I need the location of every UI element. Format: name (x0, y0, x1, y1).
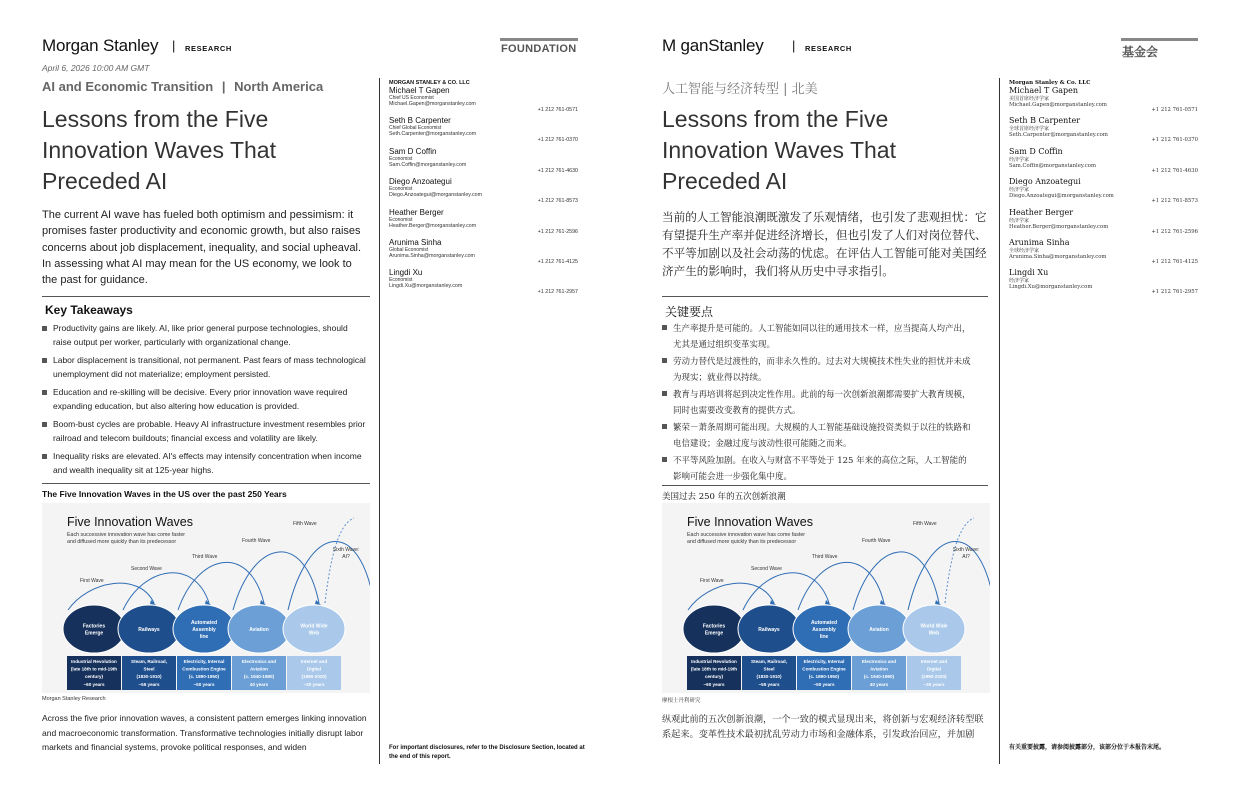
author-entry (1009, 147, 1198, 177)
figure-title: Five Innovation Waves (687, 515, 813, 529)
wave-arc (798, 562, 884, 610)
author-phone[interactable]: +1 212 761-2596 (537, 228, 578, 235)
sixth-wave-label: AI? (962, 554, 970, 560)
author-email[interactable]: Diego.Anzoategui@morganstanley.com (389, 192, 483, 199)
wave-circle-label: Assembly (192, 627, 216, 633)
divider (42, 296, 370, 297)
morgan-stanley-logo: M ganStanley (662, 36, 764, 55)
innovation-waves-figure (662, 503, 990, 693)
author-name: Lingdi Xu (1009, 268, 1049, 278)
wave-circle-label: Automated (190, 620, 218, 626)
author-email[interactable]: Michael.Gapen@morganstanley.com (1009, 102, 1107, 108)
source-note: Morgan Stanley Research (42, 696, 106, 702)
logo-separator: | (792, 38, 796, 53)
body-paragraph: 纵观此前的五次创新浪潮，一个一致的模式显现出来，将创新与宏观经济转型联系起来。变革性技术最初扰乱劳动力市场和金融体系，引发政治回应，并加剧 (662, 714, 984, 740)
wave-circle-label: Aviation (249, 627, 269, 633)
wave-label: Fifth Wave (293, 521, 317, 527)
wave-era-text: (c. 1940-1980) (243, 674, 275, 680)
wave-era-text: Combustion Engine (182, 666, 226, 672)
firm-name: MORGAN STANLEY & CO. LLC (389, 80, 470, 86)
author-email[interactable]: Seth.Carpenter@morganstanley.com (1009, 132, 1108, 139)
author-role: Chief Global Economist (389, 125, 442, 132)
sixth-wave-label: AI? (342, 554, 350, 560)
section-title: 人工智能与经济转型 | 北美 (662, 82, 818, 97)
wave-label: Fourth Wave (862, 538, 891, 544)
wave-era-text: Electricity, Internal (183, 659, 225, 664)
author-email[interactable]: Michael.Gapen@morganstanley.com (389, 101, 476, 107)
wave-era-text: Digital (926, 666, 942, 672)
wave-era-text: (1990-2020) (301, 674, 327, 680)
firm-name: Morgan Stanley & Co. LLC (1009, 80, 1091, 86)
author-list (1009, 80, 1198, 299)
wave-era-text: ~50 years (193, 681, 215, 687)
wave-era-text: ~55 years (758, 681, 780, 687)
wave-era-text: Electronics and (861, 659, 897, 664)
key-takeaways-heading: 关键要点 (665, 305, 714, 319)
key-takeaways-list (662, 321, 972, 486)
arrow-head-icon (315, 600, 321, 605)
author-role: 美国首席经济学家 (1009, 96, 1050, 102)
author-entry (389, 116, 578, 146)
author-email[interactable]: Heather.Berger@morganstanley.com (389, 222, 477, 229)
region-name: North America (234, 79, 324, 94)
author-name: Sam D Coffin (389, 146, 437, 156)
takeaway-item: 繁荣－萧条周期可能出现。大规模的人工智能基础设施投资类似于以往的铁路和电信建设；金融过度与波动性很可能随之而来。 (662, 420, 972, 452)
wave-era-text: Industrial Revolution (691, 659, 737, 664)
author-role: 经济学家 (1009, 187, 1030, 194)
wave-era-text: ~60 years (703, 681, 725, 687)
author-phone[interactable]: +1 212 761-4630 (1151, 167, 1198, 174)
author-name: Seth B Carpenter (389, 116, 451, 126)
author-name: Michael T Gapen (389, 86, 450, 95)
divider (42, 483, 370, 484)
section-title (42, 79, 323, 94)
author-email[interactable]: Sam.Coffin@morganstanley.com (1009, 162, 1096, 169)
author-role: 经济学家 (1009, 156, 1030, 163)
column-divider (379, 78, 380, 764)
author-list (389, 80, 578, 299)
takeaway-item: 生产率提升是可能的。人工智能如同以往的通用技术一样，应当提高人均产出，尤其是通过组织变革实现。 (662, 321, 972, 353)
author-phone[interactable]: +1 212 761-0571 (537, 107, 578, 113)
author-entry (1009, 208, 1198, 238)
title-line: Lessons from the Five (42, 106, 269, 132)
author-entry (389, 177, 578, 207)
author-role: Economist (389, 155, 413, 162)
figure-subtitle: Each successive innovation wave has come faster (687, 532, 806, 538)
author-phone[interactable]: +1 212 761-4125 (1151, 258, 1198, 265)
wave-era-text: (late 18th to mid-19th (690, 666, 738, 672)
author-phone[interactable]: +1 212 761-0370 (537, 137, 578, 144)
author-email[interactable]: Diego.Anzoategui@morganstanley.com (1009, 193, 1114, 200)
author-email[interactable]: Lingdi.Xu@morganstanley.com (389, 283, 463, 290)
wave-era-text: 40 years (869, 681, 889, 687)
wave-era-text: (1830-1910) (756, 674, 782, 680)
author-phone[interactable]: +1 212 761-4630 (537, 167, 578, 174)
author-name: Arunima Sinha (1009, 237, 1070, 247)
morgan-stanley-logo: Morgan Stanley (42, 36, 159, 55)
takeaway-item: Boom-bust cycles are probable. Heavy AI infrastructure investment resembles prior railroad and telecom buildouts; financial excess and volatility are likely. (42, 418, 367, 445)
author-role: Chief US Economist (389, 95, 434, 101)
wave-circle-label: World Wide (920, 623, 948, 630)
body-paragraph: Across the five prior innovation waves, a consistent pattern emerges linking innovation and macroeconomic transformation. Transformative technologies initially disrupt labor markets and financial systems, provoke political responses, and widen (42, 713, 367, 752)
wave-arc (853, 552, 939, 610)
foundation-bar (1121, 38, 1198, 41)
key-takeaways-list (42, 322, 367, 482)
key-takeaways-heading: Key Takeaways (45, 303, 133, 317)
author-entry (1009, 177, 1198, 207)
research-label: RESEARCH (805, 44, 852, 53)
author-phone[interactable]: +1 212 761-2957 (1151, 289, 1198, 296)
author-email[interactable]: Seth.Carpenter@morganstanley.com (389, 131, 477, 138)
takeaway-item: 教育与再培训将起到决定性作用。此前的每一次创新浪潮都需要扩大教育规模，同时也需要改变教育的提供方式。 (662, 387, 972, 419)
wave-era-text: (c. 1940-1980) (863, 674, 895, 680)
title-line: Preceded AI (42, 168, 168, 194)
author-role: Global Economist (389, 246, 429, 253)
title-line: Innovation Waves That (42, 137, 276, 163)
author-name: Heather Berger (389, 207, 444, 217)
author-name: Diego Anzoategui (389, 177, 452, 187)
wave-label: Second Wave (131, 566, 162, 572)
wave-era-text: 40 years (249, 681, 269, 687)
author-role: Economist (389, 216, 413, 223)
wave-circle-label: line (199, 634, 209, 640)
lead-paragraph: 当前的人工智能浪潮既激发了乐观情绪，也引发了悲观担忧：它有望提升生产率并促进经济增长，但也引发了人们对岗位替代、不平等加剧以及社会动荡的忧虑。在评估人工智能可能对美国经济产生的影响时，我们将从历史中寻求指引。 (662, 210, 987, 278)
wave-era-text: century) (704, 674, 724, 680)
wave-era-text: Steam, Railroad, (131, 659, 167, 664)
author-entry (1009, 116, 1198, 146)
wave-label: Second Wave (751, 566, 782, 572)
wave-label: Fifth Wave (913, 521, 937, 527)
source-note: 摩根士丹利研究 (662, 698, 701, 704)
author-email[interactable]: Sam.Coffin@morganstanley.com (389, 161, 467, 168)
author-phone[interactable]: +1 212 761-8573 (537, 198, 578, 205)
wave-circle-label: Factories (82, 623, 106, 630)
author-phone[interactable]: +1 212 761-0370 (1151, 137, 1198, 144)
wave-arc (233, 552, 319, 610)
author-role: 全球经济学家 (1009, 247, 1040, 254)
author-entry (389, 86, 578, 116)
author-role: 经济学家 (1009, 217, 1030, 224)
logo-separator: | (172, 38, 176, 53)
takeaway-item: Education and re-skilling will be decisive. Every prior innovation wave required expanding education, but also altering how education is provided. (42, 386, 367, 413)
wave-era-text: Steam, Railroad, (751, 659, 787, 664)
wave-era-text: Internet and (920, 659, 948, 664)
wave-era-text: ~60 years (83, 681, 105, 687)
column-divider (999, 78, 1000, 764)
wave-circle-label: Web (928, 630, 940, 637)
wave-era-text: (1830-1910) (136, 674, 162, 680)
wave-era-text: Steel (763, 666, 775, 672)
foundation-label: 基金会 (1122, 45, 1159, 59)
section-name: AI and Economic Transition (42, 79, 214, 94)
author-entry (389, 147, 578, 177)
page-title (42, 104, 276, 197)
wave-era-text: ~55 years (138, 681, 160, 687)
page-title (662, 104, 896, 197)
author-name: Michael T Gapen (1009, 86, 1079, 95)
wave-circle-label: Aviation (869, 627, 889, 633)
wave-era-text: Electricity, Internal (803, 659, 845, 664)
author-name: Sam D Coffin (1009, 146, 1063, 156)
wave-era-text: Aviation (870, 666, 888, 672)
sixth-wave-label: Sixth Wave: (952, 547, 980, 553)
wave-era-text: Aviation (250, 666, 268, 672)
takeaway-item: Productivity gains are likely. AI, like prior general purpose technologies, should raise output per worker, particularly with organizational change. (42, 322, 367, 349)
title-line: Preceded AI (662, 168, 788, 194)
wave-era-text: Industrial Revolution (71, 659, 117, 664)
wave-circle-label: Railways (138, 627, 160, 633)
author-email[interactable]: Heather.Berger@morganstanley.com (1009, 223, 1109, 230)
author-entry (389, 268, 578, 298)
figure-subtitle: and diffused more quickly than its predecessor (67, 539, 177, 545)
takeaway-item: Labor displacement is transitional, not permanent. Past fears of mass technological unemployment did not materialize; employment persisted. (42, 354, 367, 381)
author-email[interactable]: Lingdi.Xu@morganstanley.com (1009, 284, 1093, 291)
title-line: Innovation Waves That (662, 137, 896, 163)
wave-arc (178, 562, 264, 610)
author-role: Economist (389, 277, 413, 284)
author-role: Economist (389, 186, 413, 193)
divider (662, 296, 988, 297)
wave-circle-label: Factories (702, 623, 726, 630)
takeaway-item: Inequality risks are elevated. AI's effects may intensify concentration when income and wealth inequality sit at 125-year highs. (42, 450, 367, 477)
foundation-label: FOUNDATION (501, 43, 577, 55)
wave-label: Fourth Wave (242, 538, 271, 544)
title-line: Lessons from the Five (662, 106, 889, 132)
author-name: Heather Berger (1009, 207, 1074, 217)
wave-era-text: (late 18th to mid-19th (70, 666, 118, 672)
author-name: Seth B Carpenter (1009, 116, 1081, 126)
author-phone[interactable]: +1 212 761-2957 (537, 289, 578, 296)
innovation-waves-figure (42, 503, 370, 693)
author-name: Arunima Sinha (389, 237, 442, 247)
figure-caption: 美国过去 250 年的五次创新浪潮 (662, 492, 786, 502)
author-email[interactable]: Arunima.Sinha@morganstanley.com (389, 252, 475, 259)
author-name: Lingdi Xu (389, 268, 423, 278)
figure-subtitle: Each successive innovation wave has come faster (67, 532, 186, 538)
figure-subtitle: and diffused more quickly than its predecessor (687, 539, 797, 545)
wave-era-text: ~50 years (813, 681, 835, 687)
wave-era-text: (c. 1890-1950) (188, 674, 220, 680)
wave-label: Third Wave (812, 554, 838, 560)
lead-paragraph: The current AI wave has fueled both optimism and pessimism: it promises faster productivity and economic growth, but also raises concerns about job displacement, inequality, and social upheaval. In assessing what AI may mean for the US economy, we look to the past for guidance. (42, 209, 361, 287)
author-role: 经济学家 (1009, 278, 1030, 285)
wave-circle-label: Web (308, 630, 320, 637)
disclosure-note: 有关重要披露，请参阅披露部分，该部分位于本报告末尾。 (1009, 744, 1166, 751)
sixth-wave-label: Sixth Wave: (332, 547, 360, 553)
arrow-head-icon (935, 600, 941, 605)
sixth-wave-arc (945, 518, 974, 603)
wave-era-text: Internet and (300, 659, 328, 664)
author-phone[interactable]: +1 212 761-8573 (1151, 198, 1198, 205)
wave-era-text: Electronics and (241, 659, 277, 664)
wave-era-text: ~30 years (923, 681, 945, 687)
disclosure-note: For important disclosures, refer to the Disclosure Section, located at the end of this report. (389, 745, 585, 760)
figure-caption: The Five Innovation Waves in the US over the past 250 Years (42, 489, 287, 499)
author-name: Diego Anzoategui (1009, 177, 1081, 187)
divider (662, 485, 988, 486)
wave-circle-label: Automated (810, 620, 838, 626)
wave-label: First Wave (700, 578, 724, 584)
takeaway-item: 不平等风险加剧。在收入与财富不平等处于 125 年来的高位之际，人工智能的影响可能会进一步强化集中度。 (662, 453, 972, 485)
publish-date: April 6, 2026 10:00 AM GMT (42, 63, 150, 73)
wave-era-text: (1990-2020) (921, 674, 947, 680)
author-phone[interactable]: +1 212 761-2596 (1151, 228, 1198, 235)
author-entry (1009, 238, 1198, 268)
section-separator: | (221, 79, 226, 94)
wave-label: First Wave (80, 578, 104, 584)
wave-era-text: Steel (143, 666, 155, 672)
wave-era-text: (c. 1890-1950) (808, 674, 840, 680)
author-entry (1009, 86, 1198, 116)
wave-circle-label: Railways (758, 627, 780, 633)
author-phone[interactable]: +1 212 761-4125 (537, 258, 578, 265)
wave-era-text: century) (84, 674, 104, 680)
wave-era-text: Digital (306, 666, 322, 672)
wave-era-text: Combustion Engine (802, 666, 846, 672)
wave-circle-label: Emerge (84, 630, 104, 637)
wave-circle-label: line (819, 634, 829, 640)
wave-label: Third Wave (192, 554, 218, 560)
sixth-wave-arc (325, 518, 354, 603)
wave-era-text: ~30 years (303, 681, 325, 687)
author-phone[interactable]: +1 212 761-0571 (1151, 107, 1198, 113)
author-entry (389, 208, 578, 238)
figure-title: Five Innovation Waves (67, 515, 193, 529)
foundation-bar (500, 38, 578, 41)
research-label: RESEARCH (185, 44, 232, 53)
takeaway-item: 劳动力替代是过渡性的，而非永久性的。过去对大规模技术性失业的担忧并未成为现实；就业得以持续。 (662, 354, 972, 386)
wave-circle-label: World Wide (300, 623, 328, 630)
wave-circle-label: Assembly (812, 627, 836, 633)
author-role: 全球首席经济学家 (1009, 126, 1050, 133)
author-entry (389, 238, 578, 268)
author-email[interactable]: Arunima.Sinha@morganstanley.com (1009, 253, 1107, 260)
wave-circle-label: Emerge (704, 630, 724, 637)
author-entry (1009, 268, 1198, 298)
